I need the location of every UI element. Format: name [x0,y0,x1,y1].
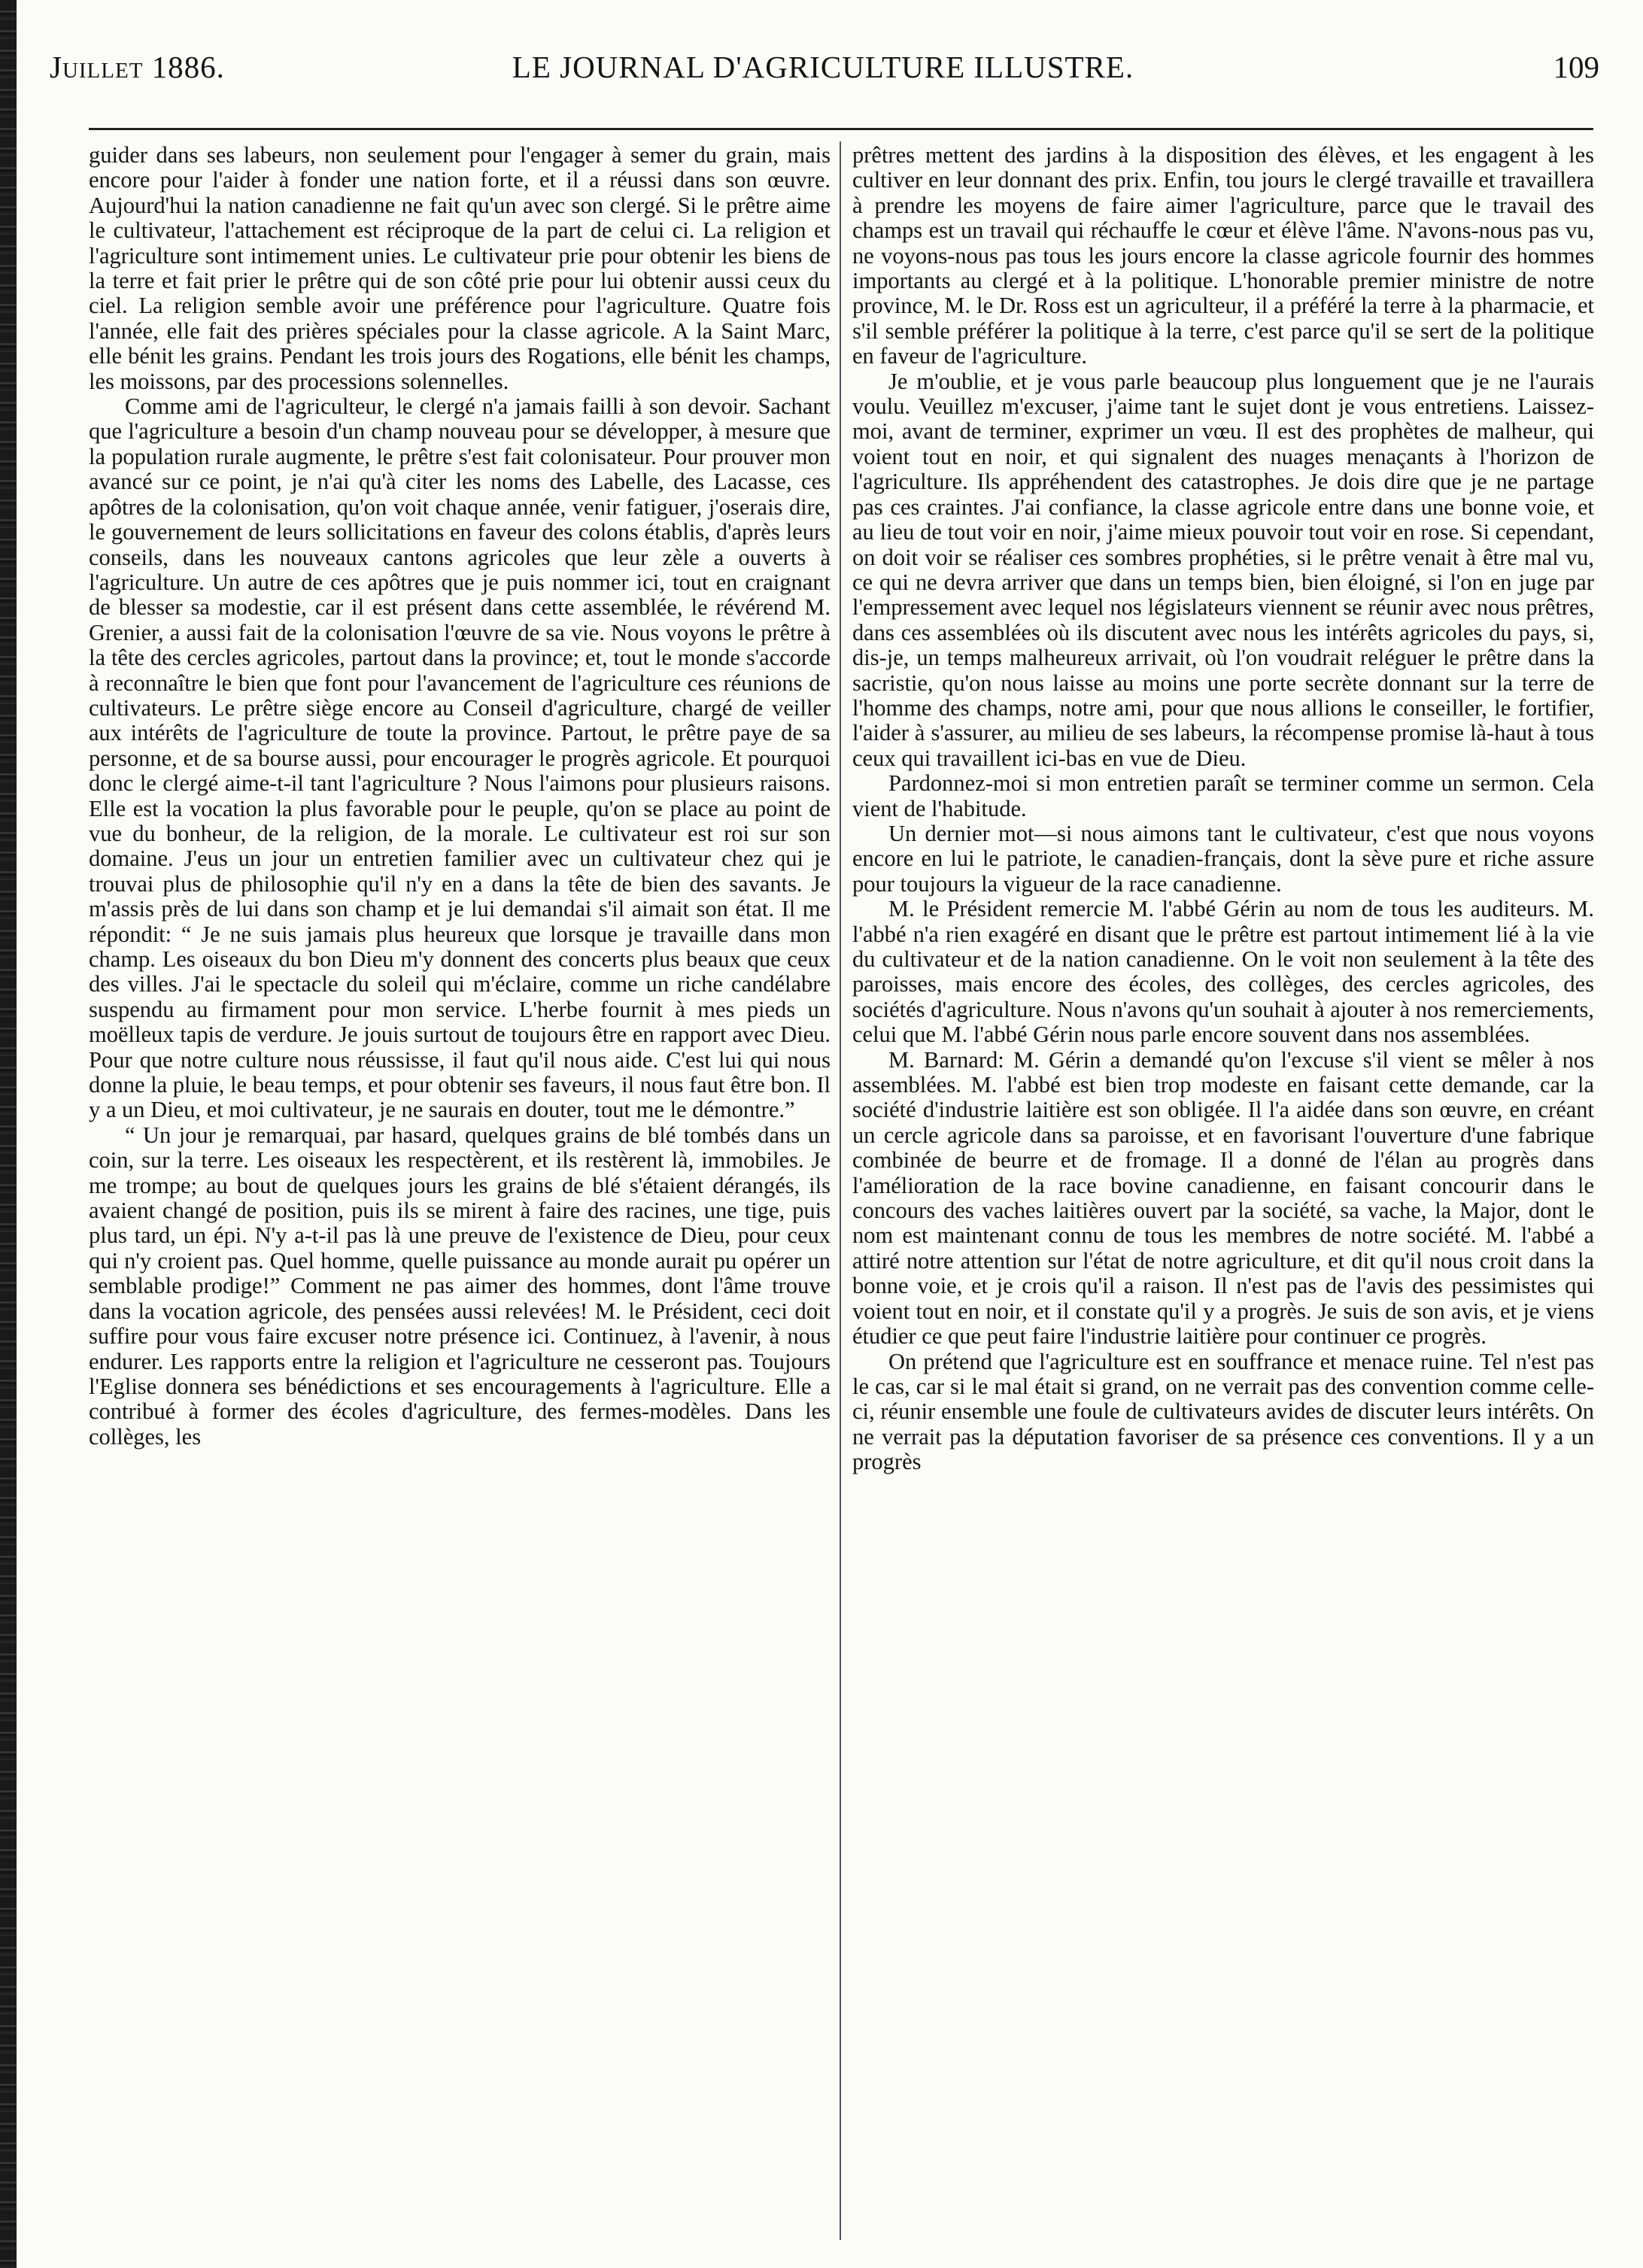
newspaper-page [44,39,1602,2243]
column-divider [840,141,841,2240]
right-paragraph-6: M. Barnard: M. Gérin a demandé qu'on l'excuse s'il vient se mêler à nos assemblées. M. l'abbé est bien trop modeste en faisant cette demande, car la société d'industrie laitière est son obligée. Il l'a aidée dans son œuvre, en créant un cercle agricole dans sa paroisse, et en favorisant l'ouverture d'une fabrique combinée de beurre et de fromage. Il a donné de l'élan au progrès dans l'amélioration de la race bovine canadienne, en faisant concourir dans le concours des vaches laitières ouvert par la société, sa vache, la Major, dont le nom est maintenant connu de tous les membres de notre société. M. l'abbé a attiré notre attention sur l'état de notre agriculture, et dit qu'il nous croit dans la bonne voie, et je crois qu'il a raison. Il n'est pas de l'avis des pessimistes qui voient tout en noir, et il constate qu'il y a progrès. Je suis de son avis, et je viens étudier ce que peut faire l'industrie laitière pour continuer ce progrès. [852,1046,1594,1350]
header-rule [89,128,1593,130]
page-binding-edge [0,0,17,2268]
left-column [89,143,831,2242]
header-date: Juillet 1886. [50,50,225,84]
left-paragraph-3: “ Un jour je remarquai, par hasard, quelques grains de blé tombés dans un coin, sur la terre. Les oiseaux les respectèrent, et ils restèrent là, immobiles. Je me trompe; au bout de quelques jours les grains de blé s'étaient dérangés, ils avaient changé de position, puis ils se mirent à faire des racines, une tige, puis plus tard, un épi. N'y a-t-il pas là une preuve de l'existence de Dieu, pour ceux qui n'y croient pas. Quel homme, quelle puissance au monde aurait pu opérer un semblable prodige!” Comment ne pas aimer des hommes, dont l'âme trouve dans la vocation agricole, des pensées aussi relevées! M. le Président, ceci doit suffire pour vous faire excuser notre présence ici. Continuez, à l'avenir, à nous endurer. Les rapports entre la religion et l'agriculture ne cesseront pas. Toujours l'Eglise donnera ses bénédictions et ses encouragements à l'agriculture. Elle a contribué à former des écoles d'agriculture, des fermes-modèles. Dans les collèges, les [89,1122,831,1450]
right-paragraph-2: Je m'oublie, et je vous parle beaucoup plus longuement que je ne l'aurais voulu. Veuillez m'excuser, j'aime tant le sujet dont je vous entretiens. Laissez-moi, avant de terminer, exprimer un vœu. Il est des prophètes de malheur, qui voient tout en noir, et qui signalent des nuages menaçants à l'horizon de l'agriculture. Ils appréhendent des catastrophes. Je dois dire que je ne partage pas ces craintes. J'ai confiance, la classe agricole entre dans une bonne voie, et au lieu de tout voir en noir, j'aime mieux pouvoir tout voir en rose. Si cependant, on doit voir se réaliser ces sombres prophéties, si le prêtre venait à être mal vu, ce qui ne devra arriver que dans un temps bien, bien éloigné, si l'on en juge par l'empressement avec lequel nos législateurs viennent se réunir avec nous prêtres, dans ces assemblées où ils discutent avec nous les intérêts agricoles du pays, si, dis-je, un temps malheureux arrivait, où l'on voudrait reléguer le prêtre dans la sacristie, qu'on nous laisse au moins une porte secrète donnant sur la terre de l'homme des champs, notre ami, pour que nous allions le conseiller, le fortifier, l'aider à s'assurer, au milieu de ses labeurs, la récompense promise là-haut à tous ceux qui travaillent ici-bas en vue de Dieu. [852,368,1594,771]
header-title: LE JOURNAL D'AGRICULTURE ILLUSTRE. [512,50,1134,84]
header-page-number: 109 [1553,50,1599,84]
right-paragraph-5: M. le Président remercie M. l'abbé Gérin au nom de tous les auditeurs. M. l'abbé n'a rien exagéré en disant que le prêtre est partout intimement lié à la vie du cultivateur et de la nation canadienne. On le voit non seulement à la tête des paroisses, mais encore des écoles, des collèges, des cercles agricoles, des sociétés d'agriculture. Nous n'avons qu'un souhait à ajouter à nos remerciements, celui que M. l'abbé Gérin nous parle encore souvent dans nos assemblées. [852,896,1594,1048]
page-header [44,39,1602,95]
right-paragraph-7: On prétend que l'agriculture est en souffrance et menace ruine. Tel n'est pas le cas, car si le mal était si grand, on ne verrait pas des convention comme celle-ci, réunir ensemble une foule de cultivateurs avides de discuter leurs intérêts. On ne verrait pas la députation favoriser de sa présence ces conventions. Il y a un progrès [852,1348,1594,1475]
right-paragraph-4: Un dernier mot—si nous aimons tant le cultivateur, c'est que nous voyons encore en lui le patriote, le canadien-français, dont la sève pure et riche assure pour toujours la vigueur de la race canadienne. [852,820,1594,897]
right-paragraph-1: prêtres mettent des jardins à la disposition des élèves, et les engagent à les cultiver en leur donnant des prix. Enfin, tou jours le clergé travaille et travaillera à prendre les moyens de faire aimer l'agriculture, parce que le travail des champs est un travail qui réchauffe le cœur et élève l'âme. N'avons-nous pas vu, ne voyons-nous pas tous les jours encore la classe agricole fournir des hommes importants au clergé et à la politique. L'honorable premier ministre de notre province, M. le Dr. Ross est un agriculteur, il a préféré la terre à la pharmacie, et s'il semble préférer la politique à la terre, c'est parce qu'il se sert de la politique en faveur de l'agriculture. [852,143,1594,369]
left-paragraph-1: guider dans ses labeurs, non seulement pour l'engager à semer du grain, mais encore pour l'aider à fonder une nation forte, et il a réussi dans son œuvre. Aujourd'hui la nation canadienne ne fait qu'un avec son clergé. Si le prêtre aime le cultivateur, l'attachement est réciproque de la part de celui ci. La religion et l'agriculture sont intimement unies. Le cultivateur prie pour obtenir les biens de la terre et fait prier le prêtre qui de son côté prie pour lui obtenir aussi ceux du ciel. La religion semble avoir une préférence pour l'agriculture. Quatre fois l'année, elle fait des prières spéciales pour la classe agricole. A la Saint Marc, elle bénit les grains. Pendant les trois jours des Rogations, elle bénit les champs, les moissons, par des processions solennelles. [89,143,831,394]
right-column [852,143,1594,2242]
right-paragraph-3: Pardonnez-moi si mon entretien paraît se terminer comme un sermon. Cela vient de l'habitude. [852,770,1594,821]
left-paragraph-2: Comme ami de l'agriculteur, le clergé n'a jamais failli à son devoir. Sachant que l'agriculture a besoin d'un champ nouveau pour se développer, à mesure que la population rurale augmente, le prêtre s'est fait colonisateur. Pour prouver mon avancé sur ce point, je n'ai qu'à citer les noms des Labelle, des Lacasse, ces apôtres de la colonisation, qu'on voit chaque année, venir fatiguer, j'oserais dire, le gouvernement de leurs sollicitations en faveur des colons établis, d'après leurs conseils, dans les nouveaux cantons agricoles que leur zèle a ouverts à l'agriculture. Un autre de ces apôtres que je puis nommer ici, tout en craignant de blesser sa modestie, car il est présent dans cette assemblée, le révérend M. Grenier, a aussi fait de la colonisation l'œuvre de sa vie. Nous voyons le prêtre à la tête des cercles agricoles, partout dans la province; et, tout le monde s'accorde à reconnaître le bien que font pour l'avancement de l'agriculture ces réunions de cultivateurs. Le prêtre siège encore au Conseil d'agriculture, chargé de veiller aux intérêts de l'agriculture de toute la province. Partout, le prêtre paye de sa personne, et de sa bourse aussi, pour encourager le progrès agricole. Et pourquoi donc le clergé aime-t-il tant l'agriculture ? Nous l'aimons pour plusieurs raisons. Elle est la vocation la plus favorable pour le peuple, qu'on se place au point de vue du bonheur, de la religion, de la morale. Le cultivateur est roi sur son domaine. J'eus un jour un entretien familier avec un cultivateur chez qui je trouvai plus de philosophie qu'il n'y en a dans la tête de bien des savants. Je m'assis près de lui dans son champ et je lui demandai s'il aimait son état. Il me répondit: “ Je ne suis jamais plus heureux que lorsque je travaille dans mon champ. Les oiseaux du bon Dieu m'y donnent des concerts plus beaux que ceux des villes. J'ai le spectacle du soleil qui m'éclaire, comme un riche candélabre suspendu au firmament pour mon service. L'herbe fournit à mes pieds un moëlleux tapis de verdure. Je jouis surtout de toujours être en rapport avec Dieu. Pour que notre culture nous réussisse, il faut qu'il nous aide. C'est lui qui nous donne la pluie, le beau temps, et pour obtenir ses faveurs, il nous faut être bon. Il y a un Dieu, et moi cultivateur, je ne saurais en douter, tout me le démontre.” [89,393,831,1123]
